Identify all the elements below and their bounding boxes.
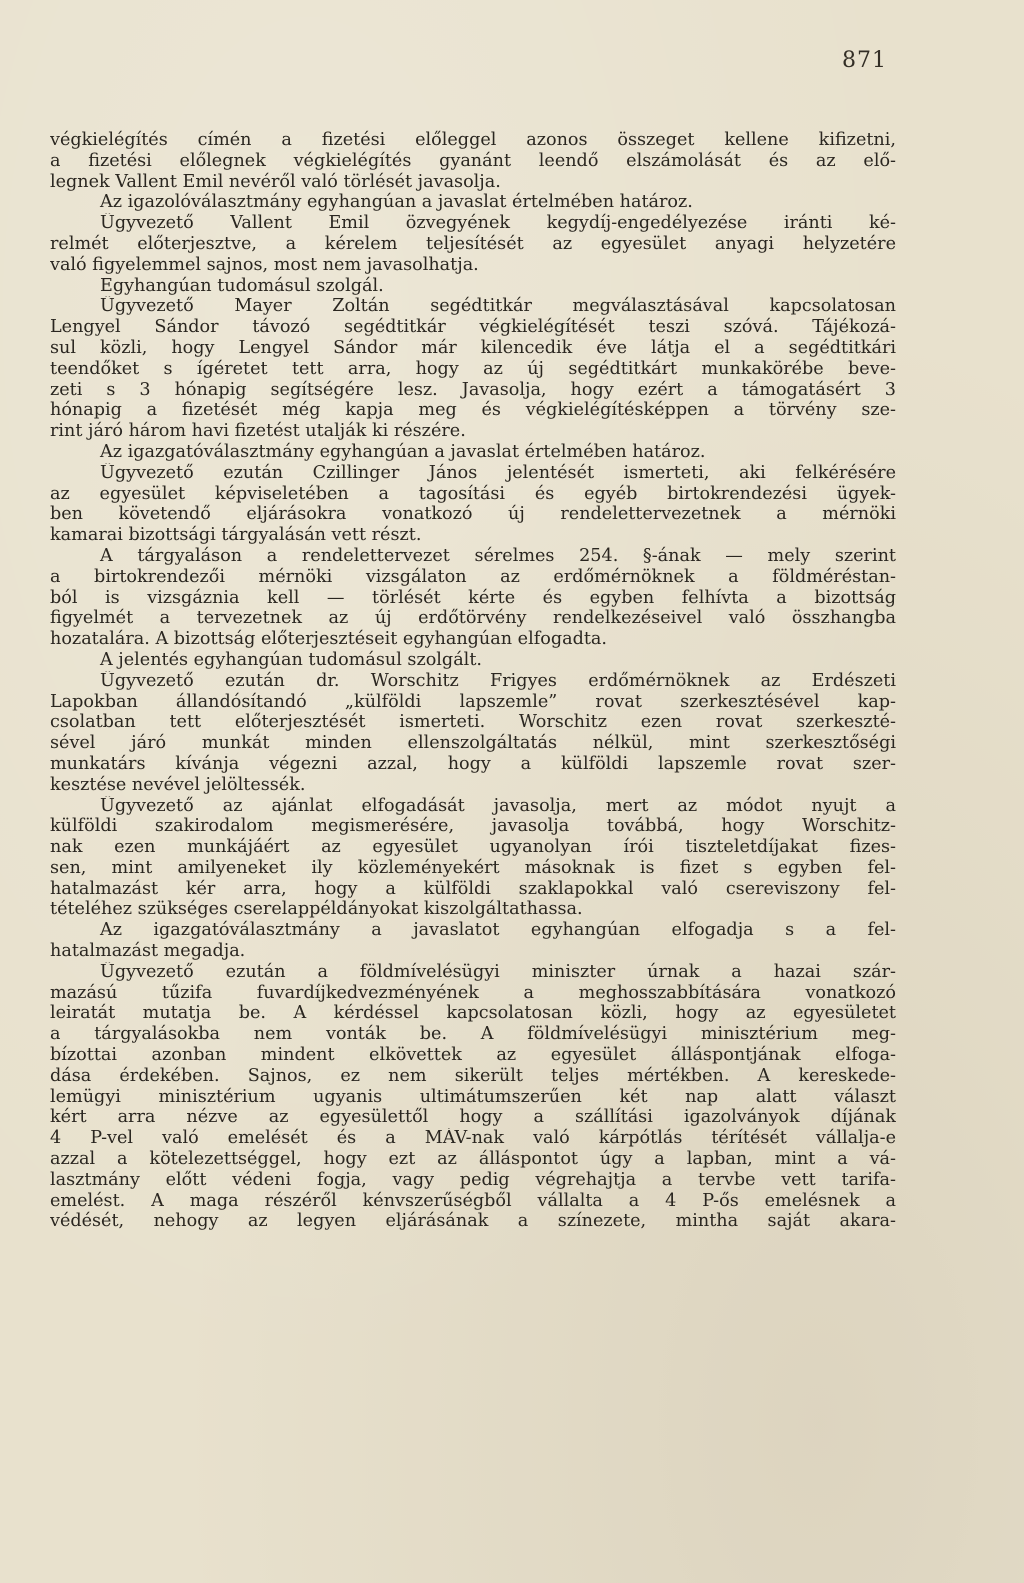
body-text — [50, 130, 896, 1232]
text-line: teendőket s ígéretet tett arra, hogy az új segédtitkárt munkakörébe beve- — [50, 358, 896, 379]
text-line: kért arra nézve az egyesülettől hogy a szállítási igazolványok díjának — [50, 1107, 896, 1128]
text-line: A tárgyaláson a rendelettervezet sérelmes 254. §-ának — mely szerint — [100, 545, 896, 566]
text-line: nak ezen munkájáért az egyesület ugyanolyan írói tiszteletdíjakat fizes- — [50, 837, 896, 858]
text-line: végkielégítés címén a fizetési előleggel azonos összeget kellene kifizetni, — [50, 130, 896, 150]
text-line: kamarai bizottsági tárgyalásán vett részt. — [50, 525, 422, 546]
text-line: tételéhez szükséges cserelappéldányokat kiszolgáltathassa. — [50, 899, 583, 920]
text-line: lasztmány előtt védeni fogja, vagy pedig végrehajtja a tervbe vett tarifa- — [50, 1169, 896, 1190]
text-line: Ügyvezető Vallent Emil özvegyének kegydíj-engedélyezése iránti ké- — [100, 213, 896, 234]
text-line: relmét előterjesztve, a kérelem teljesítését az egyesület anyagi helyzetére — [50, 233, 896, 254]
text-line: való figyelemmel sajnos, most nem javasolhatja. — [50, 254, 479, 275]
text-line: mazású tűzifa fuvardíjkedvezményének a meghosszabbítására vonatkozó — [50, 982, 896, 1003]
text-line: csolatban tett előterjesztését ismerteti. Worschitz ezen rovat szerkeszté- — [50, 712, 896, 733]
text-line: legnek Vallent Emil nevéről való törlését javasolja. — [50, 171, 501, 192]
text-line: Egyhangúan tudomásul szolgál. — [100, 275, 384, 296]
text-line: zeti s 3 hónapig segítségére lesz. Javasolja, hogy ezért a támogatásért 3 — [50, 379, 896, 400]
text-line: ben követendő eljárásokra vonatkozó új rendelettervezetnek a mérnöki — [50, 504, 896, 525]
text-line: Az igazolóválasztmány egyhangúan a javaslat értelmében határoz. — [100, 192, 693, 213]
text-line: A jelentés egyhangúan tudomásul szolgált. — [100, 649, 482, 670]
text-line: bízottai azonban mindent elkövettek az egyesület álláspontjának elfoga- — [50, 1045, 896, 1066]
text-line: kesztése nevével jelöltessék. — [50, 774, 306, 795]
text-line: védését, nehogy az legyen eljárásának a színezete, mintha saját akara- — [50, 1211, 896, 1232]
text-line: azzal a kötelezettséggel, hogy ezt az álláspontot úgy a lapban, mint a vá- — [50, 1149, 896, 1170]
text-line: sul közli, hogy Lengyel Sándor már kilencedik éve látja el a segédtitkári — [50, 337, 896, 358]
text-line: 4 P-vel való emelését és a MÁV-nak való kárpótlás térítését vállalja-e — [50, 1128, 896, 1149]
text-line: Ügyvezető az ajánlat elfogadását javasolja, mert az módot nyujt a — [100, 795, 896, 816]
text-line: Ügyvezető ezután dr. Worschitz Frigyes erdőmérnöknek az Erdészeti — [100, 670, 896, 691]
text-line: emelést. A maga részéről kénvszerűségből vállalta a 4 P-ős emelésnek a — [50, 1190, 896, 1211]
text-line: figyelmét a tervezetnek az új erdőtörvény rendelkezéseivel való összhangba — [50, 608, 896, 629]
text-line: leiratát mutatja be. A kérdéssel kapcsolatosan közli, hogy az egyesületet — [50, 1003, 896, 1024]
text-line: lemügyi minisztérium ugyanis ultimátumszerűen két nap alatt választ — [50, 1086, 896, 1107]
text-line: hatalmazást kér arra, hogy a külföldi szaklapokkal való csereviszony fel- — [50, 878, 896, 899]
text-line: munkatárs kívánja végezni azzal, hogy a külföldi lapszemle rovat szer- — [50, 753, 896, 774]
text-line: hatalmazást megadja. — [50, 941, 246, 962]
text-line: a tárgyalásokba nem vonták be. A földmívelésügyi minisztérium meg- — [50, 1024, 896, 1045]
page-number: 871 — [842, 48, 887, 73]
text-line: sen, mint amilyeneket ily közleményekért másoknak is fizet s egyben fel- — [50, 857, 896, 878]
text-line: Lapokban állandósítandó „külföldi lapszemle” rovat szerkesztésével kap- — [50, 691, 896, 712]
text-line: Ügyvezető ezután a földmívelésügyi miniszter úrnak a hazai szár- — [100, 961, 896, 982]
text-line: Az igazgatóválasztmány egyhangúan a javaslat értelmében határoz. — [100, 441, 706, 462]
text-line: Az igazgatóválasztmány a javaslatot egyhangúan elfogadja s a fel- — [100, 920, 896, 941]
text-line: az egyesület képviseletében a tagosítási és egyéb birtokrendezési ügyek- — [50, 483, 896, 504]
text-line: külföldi szakirodalom megismerésére, javasolja továbbá, hogy Worschitz- — [50, 816, 896, 837]
text-line: hozatalára. A bizottság előterjesztéseit egyhangúan elfogadta. — [50, 629, 607, 650]
text-line: hónapig a fizetését még kapja meg és végkielégítésképpen a törvény sze- — [50, 400, 896, 421]
text-line: Ügyvezető Mayer Zoltán segédtitkár megválasztásával kapcsolatosan — [100, 296, 896, 317]
text-line: ból is vizsgáznia kell — törlését kérte és egyben felhívta a bizottság — [50, 587, 896, 608]
text-line: a fizetési előlegnek végkielégítés gyanánt leendő elszámolását és az elő- — [50, 150, 896, 171]
text-line: Lengyel Sándor távozó segédtitkár végkielégítését teszi szóvá. Tájékozá- — [50, 317, 896, 338]
text-line: dása érdekében. Sajnos, ez nem sikerült teljes mértékben. A kereskede- — [50, 1065, 896, 1086]
text-line: Ügyvezető ezután Czillinger János jelentését ismerteti, aki felkérésére — [100, 462, 896, 483]
text-line: a birtokrendezői mérnöki vizsgálaton az erdőmérnöknek a földméréstan- — [50, 566, 896, 587]
text-line: sével járó munkát minden ellenszolgáltatás nélkül, mint szerkesztőségi — [50, 733, 896, 754]
text-line: rint járó három havi fizetést utalják ki részére. — [50, 421, 466, 442]
